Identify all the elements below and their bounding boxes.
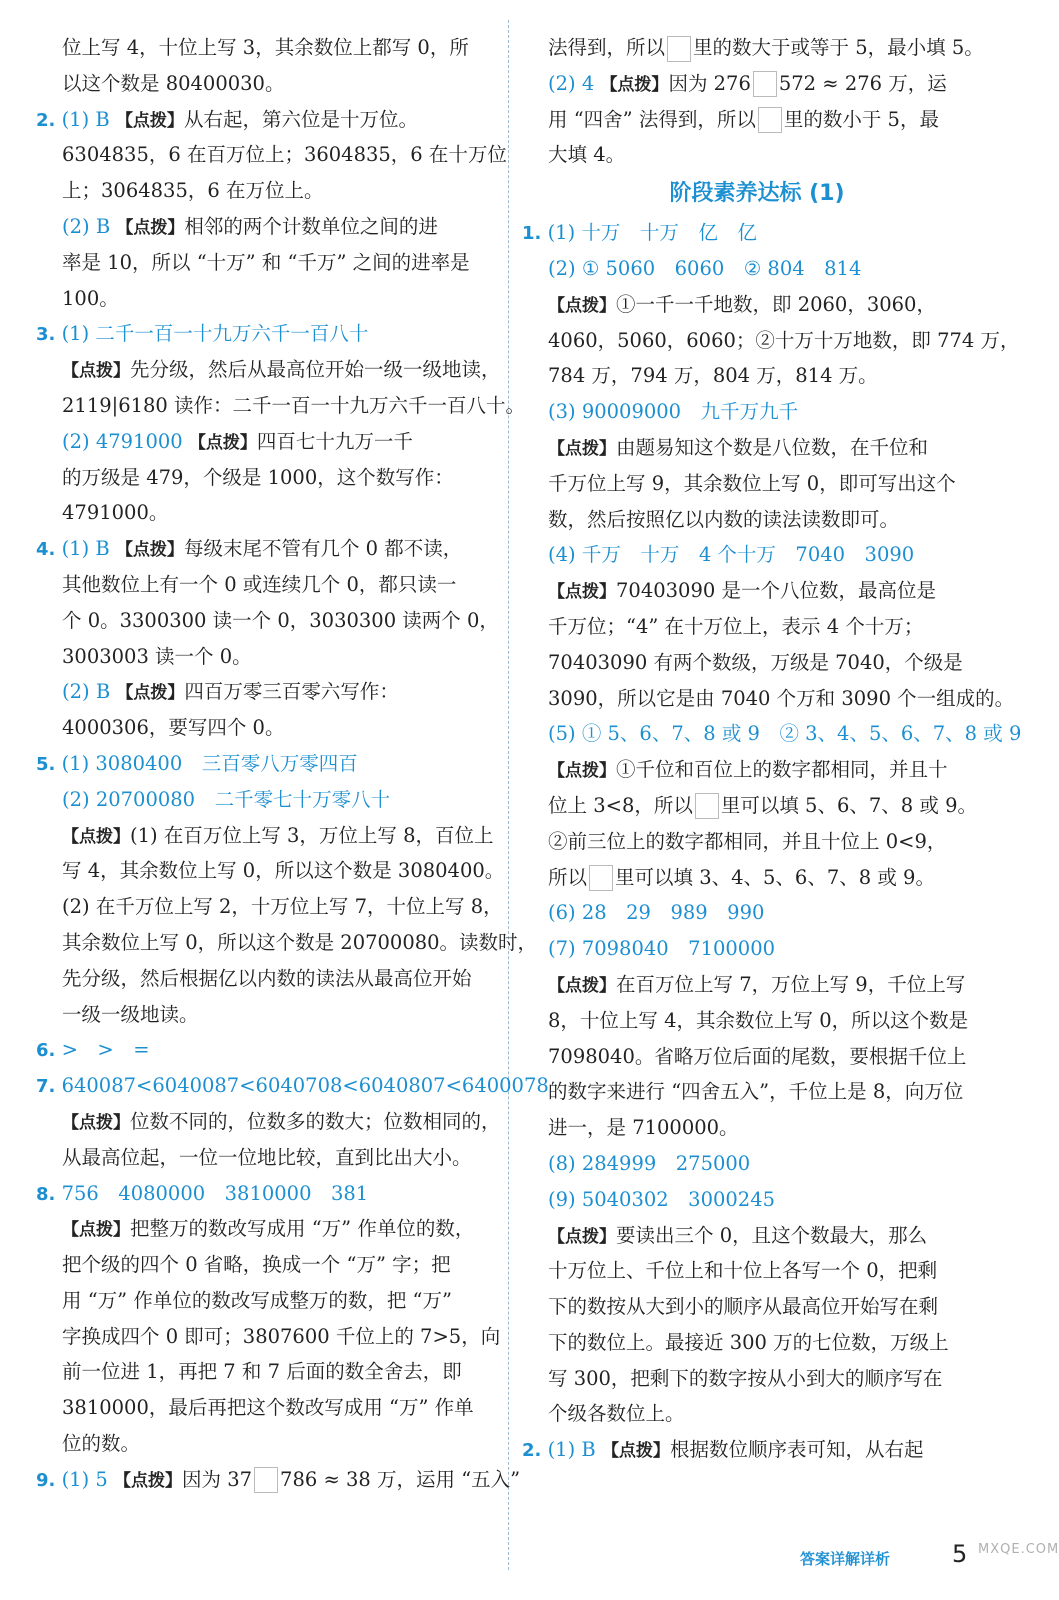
- tip-label: 【点拨】: [548, 975, 616, 996]
- tip-label: 【点拨】: [116, 217, 185, 238]
- question-number: 9.: [36, 1469, 56, 1491]
- tip-text: 里的数大于或等于 5，最小填 5。: [693, 36, 984, 59]
- text-line: 前一位进 1，再把 7 和 7 后面的数全舍去，即: [62, 1360, 462, 1384]
- answer-line: [522, 716, 1022, 752]
- tip-text: (1) 在百万位上写 3，万位上写 8，百位上: [130, 823, 494, 847]
- tip-label: 【点拨】: [62, 826, 130, 847]
- answer-line: [522, 394, 992, 430]
- answer: (9) 5040302 3000245: [548, 1187, 776, 1211]
- text-line: 4000306，要写四个 0。: [62, 716, 285, 740]
- question-number: 6.: [36, 1040, 56, 1062]
- tip-label: 【点拨】: [548, 761, 616, 782]
- question-number: 2.: [522, 1440, 542, 1462]
- tip-line: [522, 1218, 992, 1254]
- tip-line: [522, 430, 992, 466]
- tip-line: [522, 573, 992, 609]
- tip-text: 法得到，所以: [548, 36, 666, 59]
- answer: (5) ① 5、6、7、8 或 9 ② 3、4、5、6、7、8 或 9: [548, 722, 1022, 746]
- text-line: 784 万，794 万，804 万，814 万。: [548, 364, 878, 388]
- text-line: 4060，5060，6060；②十万十万地数，即 774 万，: [548, 328, 1020, 352]
- text-line: 十万位上、千位上和十位上各写一个 0，把剩: [548, 1259, 938, 1283]
- text-line: 其余数位上写 0，所以这个数是 20700080。读数时，: [62, 930, 538, 954]
- answer: (3) 90009000 九千万九千: [548, 400, 799, 424]
- text-line: 8，十位上写 4，其余数位上写 0，所以这个数是: [548, 1008, 969, 1032]
- answer: (7) 7098040 7100000: [548, 937, 776, 961]
- answer-line: [36, 674, 498, 710]
- tip-label: 【点拨】: [600, 74, 669, 95]
- page-number: 5: [952, 1540, 968, 1568]
- tip-text: 用 “四舍” 法得到，所以: [548, 107, 756, 131]
- tip-label: 【点拨】: [115, 110, 184, 131]
- text-line: (2) 在千万位上写 2，十万位上写 7，十位上写 8，: [62, 895, 503, 919]
- answer-line: [522, 251, 992, 287]
- text-line: 7098040。省略万位后面的尾数，要根据千位上: [548, 1044, 967, 1068]
- tip-text: 因为 37: [182, 1467, 253, 1491]
- tip-line: [36, 818, 498, 854]
- answer-line: [36, 209, 498, 245]
- tip-text: 相邻的两个计数单位之间的进: [184, 214, 438, 238]
- text-line: 位的数。: [62, 1432, 141, 1456]
- answer: (4) 千万 十万 4 个十万 7040 3090: [548, 543, 915, 567]
- answer-line: [522, 537, 992, 573]
- text-line: 3003003 读一个 0。: [62, 644, 252, 668]
- text-line: 进一，是 7100000。: [548, 1116, 739, 1140]
- question-9: [36, 1462, 521, 1498]
- question-6: [36, 1032, 498, 1068]
- answer: (8) 284999 275000: [548, 1151, 751, 1175]
- text-line: 大填 4。: [548, 143, 626, 167]
- text-line: 的万级是 479，个级是 1000，这个数写作：: [62, 465, 454, 489]
- text-line: ②前三位上的数字都相同，并且十位上 0<9，: [548, 829, 947, 853]
- tip-text: 每级末尾不管有几个 0 都不读，: [183, 537, 463, 561]
- tip-text: 里可以填 3、4、5、6、7、8 或 9。: [615, 865, 935, 889]
- answer-line: [522, 895, 992, 931]
- tip-text: 在百万位上写 7，万位上写 9，千位上写: [616, 972, 966, 996]
- tip-line: [36, 1104, 501, 1140]
- text-line: 个级各数位上。: [548, 1402, 685, 1426]
- column-divider: [508, 20, 509, 1570]
- answer: (1) 5: [61, 1467, 108, 1491]
- text-line: 写 300，把剩下的数字按从小到大的顺序写在: [548, 1366, 943, 1390]
- tip-text: 786 ≈ 38 万，运用 “五入”: [280, 1467, 521, 1491]
- text-line: 4791000。: [62, 501, 169, 525]
- text-line: 其他数位上有一个 0 或连续几个 0，都只读一: [62, 572, 457, 596]
- answer: (2) ① 5060 6060 ② 804 814: [548, 256, 862, 280]
- text-line: 字换成四个 0 即可；3807600 千位上的 7>5，向: [62, 1324, 501, 1348]
- tip-text: 里的数小于 5，最: [783, 107, 939, 131]
- tip-text: ①千位和百位上的数字都相同，并且十: [616, 758, 948, 782]
- blank-box: [695, 793, 719, 819]
- answer: (2) 4791000: [62, 429, 183, 453]
- question-number: 4.: [36, 539, 56, 561]
- question-7: [36, 1068, 549, 1104]
- answer: (1) 十万 十万 亿 亿: [547, 221, 757, 245]
- left-column: [36, 30, 549, 1498]
- question-number: 3.: [36, 324, 56, 346]
- answer: (1) B: [547, 1438, 596, 1462]
- tip-label: 【点拨】: [114, 1470, 183, 1491]
- answer: (2) 4: [548, 71, 595, 95]
- tip-label: 【点拨】: [601, 1441, 670, 1462]
- tip-text: 由题易知这个数是八位数，在千位和: [616, 435, 929, 459]
- question-1: [522, 215, 992, 251]
- question-3: [36, 316, 498, 352]
- tip-text: ①一千一千地数，即 2060，3060，: [616, 292, 936, 316]
- answer: 640087<6040087<6040708<6040807<6400078: [61, 1074, 549, 1098]
- answer: (6) 28 29 989 990: [548, 901, 765, 925]
- tip-label: 【点拨】: [116, 683, 185, 704]
- text-line: 的数字来进行 “四舍五入”，千位上是 8，向万位: [548, 1080, 964, 1104]
- text-line: 千万位；“4” 在十万位上，表示 4 个十万；: [548, 614, 924, 638]
- answer: (1) 二千一百一十九万六千一百八十: [61, 322, 369, 346]
- page-footer: [800, 1540, 1059, 1580]
- text-line: 70403090 有两个数级，万级是 7040，个级是: [548, 650, 963, 674]
- text-line: 位上写 4，十位上写 3，其余数位上都写 0，所: [62, 36, 469, 59]
- footer-banner: 答案详解详析: [800, 1550, 891, 1568]
- question-2-stage: [522, 1432, 992, 1468]
- answer: (2) B: [62, 214, 111, 238]
- question-number: 5.: [36, 753, 56, 775]
- text-line: 上；3064835，6 在万位上。: [62, 179, 324, 203]
- blank-box: [254, 1467, 278, 1493]
- text-line: 把个级的四个 0 省略，换成一个 “万” 字；把: [62, 1253, 451, 1277]
- tip-line: [522, 967, 992, 1003]
- tip-text: 把整万的数改写成用 “万” 作单位的数，: [130, 1217, 475, 1241]
- tip-text: 位数不同的，位数多的数大；位数相同的，: [130, 1109, 501, 1133]
- answer: (2) 20700080 二千零七十万零八十: [62, 787, 391, 811]
- text-line: [522, 788, 992, 824]
- question-number: 1.: [522, 223, 542, 245]
- answer-line: [36, 424, 498, 460]
- answer-line: [522, 1182, 992, 1218]
- tip-text: 四百万零三百零六写作：: [184, 680, 399, 704]
- tip-label: 【点拨】: [188, 432, 257, 453]
- text-line: 先分级，然后根据亿以内数的读法从最高位开始: [62, 966, 472, 990]
- blank-box: [758, 107, 782, 133]
- text-line: 一级一级地读。: [62, 1002, 199, 1026]
- answer: (1) B: [61, 107, 110, 131]
- tip-line: [36, 352, 501, 388]
- answer-line: [522, 66, 992, 102]
- answer: (1) B: [61, 537, 110, 561]
- tip-label: 【点拨】: [115, 540, 184, 561]
- right-column: [522, 30, 1022, 1468]
- text-line: [522, 30, 992, 66]
- tip-label: 【点拨】: [62, 1220, 130, 1241]
- answer: > > =: [61, 1038, 150, 1062]
- text-line: 以这个数是 80400030。: [62, 71, 285, 95]
- question-4: [36, 531, 498, 567]
- text-line: 2119|6180 读作：二千一百一十九万六千一百八十。: [62, 393, 526, 417]
- answer-line: [36, 782, 498, 818]
- tip-label: 【点拨】: [62, 1112, 130, 1133]
- answer: (1) 3080400 三百零八万零四百: [61, 751, 358, 775]
- tip-text: 先分级，然后从最高位开始一级一级地读，: [130, 358, 501, 382]
- tip-text: 因为 276: [668, 71, 751, 95]
- text-line: 率是 10，所以 “十万” 和 “千万” 之间的进率是: [62, 250, 470, 274]
- tip-line: [522, 752, 992, 788]
- answer-line: [522, 1146, 992, 1182]
- text-line: 从最高位起，一位一位地比较，直到比出大小。: [62, 1145, 472, 1169]
- text-line: 下的数按从大到小的顺序从最高位开始写在剩: [548, 1295, 939, 1319]
- text-line: 100。: [62, 286, 119, 310]
- blank-box: [589, 865, 613, 891]
- tip-text: 四百七十九万一千: [256, 429, 413, 453]
- question-5: [36, 746, 498, 782]
- tip-label: 【点拨】: [548, 438, 616, 459]
- question-number: 7.: [36, 1076, 56, 1098]
- tip-label: 【点拨】: [548, 295, 616, 316]
- watermark: MXQE.COM: [978, 1542, 1059, 1557]
- answer: 756 4080000 3810000 381: [61, 1181, 369, 1205]
- tip-text: 从右起，第六位是十万位。: [183, 107, 418, 131]
- tip-label: 【点拨】: [548, 1226, 616, 1247]
- text-line: 数，然后按照亿以内数的读法读数即可。: [548, 507, 900, 531]
- question-number: 2.: [36, 109, 56, 131]
- text-line: 6304835，6 在百万位上；3604835，6 在十万位: [62, 143, 507, 167]
- text-line: 3810000，最后再把这个数改写成用 “万” 作单: [62, 1396, 474, 1420]
- text-line: 用 “万” 作单位的数改写成整万的数，把 “万”: [62, 1288, 452, 1312]
- tip-label: 【点拨】: [62, 361, 130, 382]
- tip-line: [36, 1211, 498, 1247]
- text-line: [522, 102, 992, 138]
- tip-label: 【点拨】: [548, 582, 616, 603]
- tip-line: [522, 287, 992, 323]
- tip-text: 要读出三个 0，且这个数最大，那么: [616, 1223, 928, 1247]
- answer-line: [522, 931, 992, 967]
- text-line: 千万位上写 9，其余数位上写 0，即可写出这个: [548, 471, 956, 495]
- blank-box: [753, 71, 777, 97]
- answer: (2) B: [62, 680, 111, 704]
- text-line: 个 0。3300300 读一个 0，3030300 读两个 0，: [62, 608, 499, 632]
- text-line: 写 4，其余数位上写 0，所以这个数是 3080400。: [62, 859, 505, 883]
- section-heading: 阶段素养达标 (1): [669, 181, 845, 207]
- question-8: [36, 1176, 498, 1212]
- question-2: [36, 102, 498, 138]
- text-line: 下的数位上。最接近 300 万的七位数，万级上: [548, 1330, 949, 1354]
- tip-text: 根据数位顺序表可知，从右起: [669, 1438, 924, 1462]
- tip-text: 位上 3<8，所以: [548, 793, 693, 817]
- tip-text: 里可以填 5、6、7、8 或 9。: [720, 793, 977, 817]
- question-number: 8.: [36, 1183, 56, 1205]
- blank-box: [667, 36, 691, 62]
- text-line: 3090，所以它是由 7040 个万和 3090 个一组成的。: [548, 686, 1015, 710]
- tip-text: 572 ≈ 276 万，运: [778, 71, 947, 95]
- text-line: [522, 860, 992, 896]
- tip-text: 所以: [548, 865, 588, 889]
- tip-text: 70403090 是一个八位数，最高位是: [616, 579, 936, 603]
